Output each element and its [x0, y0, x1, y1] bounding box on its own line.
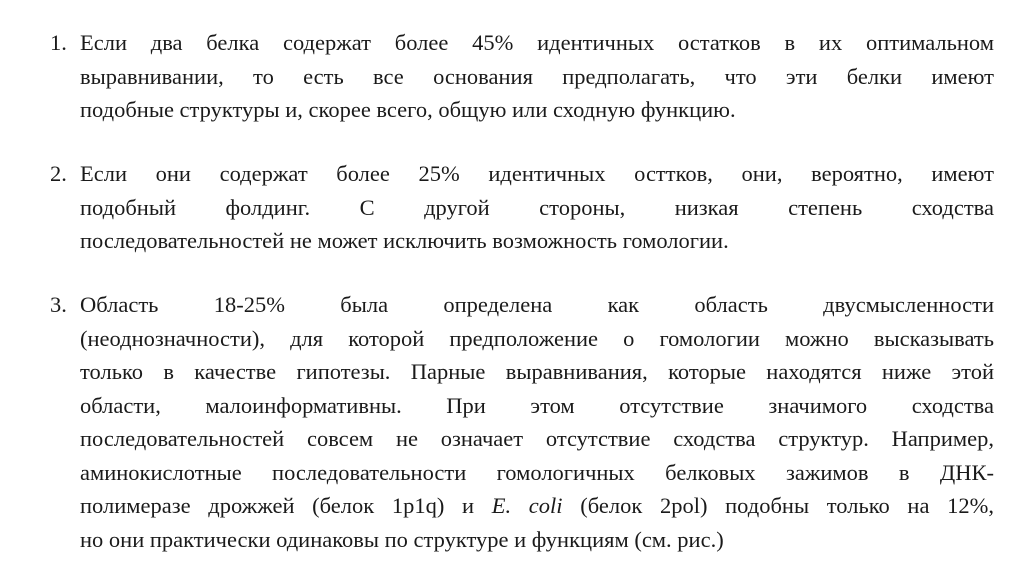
- text-line: Если два белка содержат более 45% идентичных остатков в их оптимальном: [80, 30, 994, 55]
- text-line: Если они содержат более 25% идентичных осттков, они, вероятно, имеют: [80, 161, 994, 186]
- text-line: аминокислотные последовательности гомологичных белковых зажимов в ДНК-: [80, 459, 994, 485]
- list-item-1: [50, 26, 994, 127]
- text-line: области, малоинформативны. При этом отсутствие значимого сходства: [80, 392, 994, 418]
- text-line: но они практически одинаковы по структуре и функциям (см. рис.): [80, 526, 724, 552]
- list-item-number: 2.: [50, 161, 67, 186]
- text-line: (неоднозначности), для которой предположение о гомологии можно высказывать: [80, 325, 994, 351]
- text-line: выравнивании, то есть все основания предполагать, что эти белки имеют: [80, 63, 994, 89]
- list-item-3: [50, 288, 994, 556]
- list-item-number: 1.: [50, 30, 67, 55]
- list-item-2: [50, 157, 994, 258]
- text-line: последовательностей совсем не означает отсутствие сходства структур. Например,: [80, 426, 994, 451]
- text-line: подобный фолдинг. С другой стороны, низкая степень сходства: [80, 194, 994, 220]
- text-line: Область 18-25% была определена как область двусмысленности: [80, 292, 994, 317]
- list-item-number: 3.: [50, 292, 67, 317]
- italic-organism-name: E. coli: [491, 493, 563, 518]
- text-line: последовательностей не может исключить возможность гомологии.: [80, 228, 729, 253]
- text-line: подобные структуры и, скорее всего, общую или сходную функцию.: [80, 97, 736, 122]
- text-line: только в качестве гипотезы. Парные выравнивания, которые находятся ниже этой: [80, 359, 994, 384]
- text-segment: полимеразе дрожжей (белок 1p1q) и: [80, 493, 492, 518]
- text-segment: (белок 2pol) подобны только на 12%,: [562, 493, 994, 518]
- text-line-with-italic: [80, 489, 994, 523]
